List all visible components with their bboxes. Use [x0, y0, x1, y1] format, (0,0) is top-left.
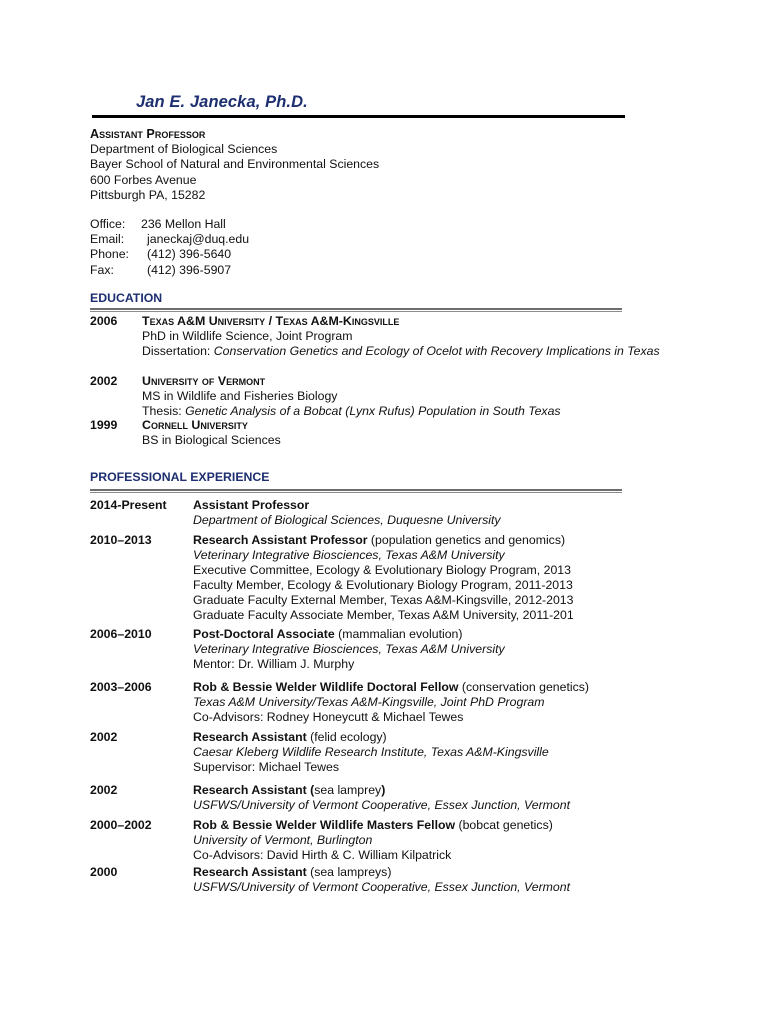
- office-value: 236 Mellon Hall: [141, 217, 226, 231]
- exp-org: Caesar Kleberg Wildlife Research Institute, Texas A&M-Kingsville: [193, 745, 549, 759]
- exp-position: Research Assistant: [193, 730, 307, 744]
- exp-years: 2002: [90, 730, 118, 744]
- exp-position: Research Assistant: [193, 865, 307, 879]
- address-block: [90, 127, 379, 203]
- edu-year: 2002: [90, 374, 118, 388]
- section-rule: [90, 489, 622, 493]
- exp-position: Research Assistant Professor: [193, 533, 368, 547]
- exp-line: Supervisor: Michael Tewes: [193, 760, 340, 774]
- exp-org: Veterinary Integrative Biosciences, Texas A&M University: [193, 642, 505, 656]
- exp-position: Rob & Bessie Welder Wildlife Masters Fellow: [193, 818, 456, 832]
- edu-institution: University of Vermont: [142, 374, 266, 388]
- exp-detail: (population genetics and genomics): [367, 533, 566, 547]
- thesis-title: Conservation Genetics and Ecology of Ocelot with Recovery Implications in Texas: [213, 344, 660, 358]
- edu-institution: Texas A&M University / Texas A&M-Kingsville: [142, 314, 400, 328]
- exp-detail: (mammalian evolution): [334, 627, 463, 641]
- address-line: 600 Forbes Avenue: [90, 172, 197, 187]
- exp-line: Co-Advisors: Rodney Honeycutt & Michael Tewes: [193, 710, 464, 724]
- email-link[interactable]: janeckaj@duq.edu: [147, 232, 250, 247]
- edu-year: 2006: [90, 314, 118, 328]
- exp-position: Rob & Bessie Welder Wildlife Doctoral Fellow: [193, 680, 459, 694]
- contact-label: Office:: [90, 217, 126, 231]
- education-heading: EDUCATION: [90, 291, 163, 305]
- exp-org: Veterinary Integrative Biosciences, Texas A&M University: [193, 548, 505, 562]
- exp-org: Department of Biological Sciences, Duquesne University: [193, 513, 501, 527]
- edu-institution: Cornell University: [142, 418, 248, 432]
- contact-label: Fax:: [90, 262, 114, 277]
- thesis-label: Thesis:: [142, 404, 186, 418]
- exp-years: 2006–2010: [90, 627, 152, 641]
- exp-years: 2010–2013: [90, 533, 152, 547]
- exp-years: 2002: [90, 783, 118, 797]
- thesis-title: Genetic Analysis of a Bobcat (Lynx Rufus) Population in South Texas: [185, 404, 561, 418]
- exp-line: Graduate Faculty External Member, Texas A&M-Kingsville, 2012-2013: [193, 593, 574, 607]
- section-rule: [90, 308, 622, 312]
- cv-name: Jan E. Janecka, Ph.D.: [136, 93, 308, 111]
- exp-org: University of Vermont, Burlington: [193, 833, 373, 847]
- exp-detail: (felid ecology): [306, 730, 387, 744]
- name-underline: [92, 115, 625, 118]
- fax-value: (412) 396-5907: [147, 262, 232, 277]
- exp-years: 2000: [90, 865, 118, 879]
- address-line: Bayer School of Natural and Environmental Sciences: [90, 157, 380, 172]
- experience-heading: PROFESSIONAL EXPERIENCE: [90, 470, 270, 484]
- exp-years: 2014-Present: [90, 498, 167, 512]
- exp-detail: (bobcat genetics): [455, 818, 553, 832]
- address-line: Department of Biological Sciences: [90, 142, 278, 157]
- contact-label: Email:: [90, 232, 125, 247]
- edu-degree: PhD in Wildlife Science, Joint Program: [142, 329, 353, 343]
- exp-detail: sea lamprey: [314, 783, 382, 797]
- exp-years: 2003–2006: [90, 680, 152, 694]
- edu-degree: MS in Wildlife and Fisheries Biology: [142, 389, 338, 403]
- address-line: Pittsburgh PA, 15282: [90, 187, 206, 202]
- phone-value: (412) 396-5640: [147, 247, 232, 262]
- exp-line: Graduate Faculty Associate Member, Texas A&M University, 2011-201: [193, 608, 574, 622]
- edu-thesis: [142, 344, 662, 359]
- exp-line: Co-Advisors: David Hirth & C. William Kilpatrick: [193, 848, 452, 862]
- thesis-label: Dissertation:: [142, 344, 214, 358]
- exp-position: Post-Doctoral Associate: [193, 627, 335, 641]
- exp-detail: (sea lampreys): [306, 865, 392, 879]
- exp-position-close: ): [381, 783, 386, 797]
- exp-line: Mentor: Dr. William J. Murphy: [193, 657, 355, 671]
- exp-org: USFWS/University of Vermont Cooperative, Essex Junction, Vermont: [193, 798, 571, 812]
- exp-org: USFWS/University of Vermont Cooperative, Essex Junction, Vermont: [193, 880, 571, 894]
- exp-position: Research Assistant (: [193, 783, 315, 797]
- exp-line: Executive Committee, Ecology & Evolutionary Biology Program, 2013: [193, 563, 571, 577]
- edu-year: 1999: [90, 418, 118, 432]
- job-title: Assistant Professor: [90, 127, 206, 141]
- edu-thesis: [142, 404, 662, 419]
- exp-position: Assistant Professor: [193, 498, 310, 512]
- exp-line: Faculty Member, Ecology & Evolutionary Biology Program, 2011-2013: [193, 578, 573, 592]
- exp-detail: (conservation genetics): [458, 680, 590, 694]
- edu-degree: BS in Biological Sciences: [142, 433, 281, 447]
- contact-label: Phone:: [90, 247, 129, 262]
- exp-org: Texas A&M University/Texas A&M-Kingsville, Joint PhD Program: [193, 695, 545, 709]
- exp-years: 2000–2002: [90, 818, 152, 832]
